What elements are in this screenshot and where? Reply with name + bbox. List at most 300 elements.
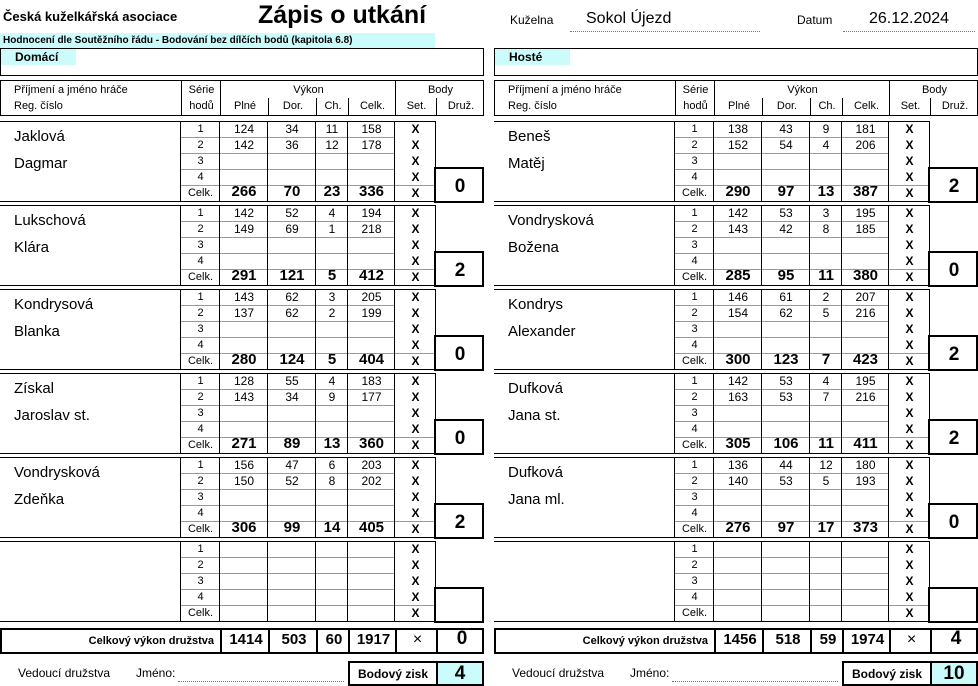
set-mark: X (411, 222, 420, 236)
serie-label: 3 (197, 155, 204, 167)
header-hodu: hodů (683, 100, 708, 112)
serie-label: 1 (197, 459, 204, 471)
total-value: 13 (817, 183, 835, 200)
series-value: 202 (361, 474, 382, 488)
series-value: 149 (233, 222, 255, 236)
total-value: 7 (821, 351, 831, 368)
player-points: 2 (948, 176, 960, 197)
serie-label: 3 (197, 491, 204, 503)
series-value: 199 (361, 306, 382, 320)
set-mark: X (905, 422, 914, 436)
serie-label: 1 (691, 543, 698, 555)
serie-label: 1 (691, 207, 698, 219)
total-value: 11 (818, 435, 834, 452)
team-total-value: 503 (281, 631, 307, 648)
player-firstname: Zdeňka (14, 491, 65, 508)
header-celk: Celk. (853, 100, 880, 112)
series-value: 136 (727, 458, 749, 472)
set-mark: X (905, 490, 914, 504)
player-points: 0 (948, 260, 960, 281)
serie-label: 2 (197, 475, 204, 487)
header-dor: Dor. (776, 100, 798, 112)
series-value: 138 (727, 122, 749, 136)
total-value: 360 (358, 435, 385, 452)
total-value: 17 (817, 519, 835, 536)
header-plne: Plné (233, 100, 257, 112)
serie-label: 1 (691, 291, 698, 303)
series-value: 8 (822, 222, 830, 236)
serie-label: 4 (691, 507, 698, 519)
total-value: 404 (358, 351, 385, 368)
serie-label: Celk. (187, 523, 214, 535)
series-value: 2 (328, 306, 336, 320)
series-value: 194 (361, 206, 382, 220)
serie-label: 3 (691, 239, 698, 251)
series-value: 142 (727, 206, 749, 220)
series-value: 55 (285, 374, 299, 388)
series-value: 69 (285, 222, 299, 236)
set-mark: X (905, 338, 914, 352)
total-value: 373 (852, 519, 879, 536)
serie-label: 3 (691, 323, 698, 335)
player-block (0, 373, 484, 456)
guest-table (494, 80, 978, 684)
serie-label: 2 (691, 223, 698, 235)
serie-label: 4 (197, 423, 204, 435)
header-vykon: Výkon (293, 84, 324, 96)
set-mark: X (411, 354, 420, 368)
total-value: 280 (231, 351, 257, 368)
set-mark: X (905, 390, 914, 404)
total-value: 97 (777, 519, 795, 536)
set-mark: X (411, 422, 420, 436)
serie-label: 1 (691, 459, 698, 471)
point-gain-label: Bodový zisk (357, 667, 429, 681)
set-mark: X (411, 490, 420, 504)
series-value: 205 (361, 290, 382, 304)
team-total-mark: × (412, 631, 423, 648)
series-value: 3 (822, 206, 830, 220)
series-value: 146 (727, 290, 749, 304)
header-serie: Série (188, 84, 215, 96)
total-value: 405 (358, 519, 385, 536)
set-mark: X (411, 390, 420, 404)
set-mark: X (905, 374, 914, 388)
series-value: 52 (285, 206, 299, 220)
series-value: 143 (233, 390, 255, 404)
series-value: 180 (855, 458, 876, 472)
header-player: Příjmení a jméno hráče (14, 84, 128, 96)
set-mark: X (411, 522, 420, 536)
team-total-value: 518 (775, 631, 801, 648)
serie-label: Celk. (681, 187, 708, 199)
total-value: 121 (279, 267, 305, 284)
set-mark: X (411, 238, 420, 252)
series-value: 54 (779, 138, 793, 152)
set-mark: X (411, 558, 420, 572)
player-firstname: Božena (508, 239, 559, 256)
set-mark: X (905, 458, 914, 472)
player-block (0, 457, 484, 540)
player-block (494, 121, 978, 204)
series-value: 216 (855, 390, 876, 404)
set-mark: X (411, 574, 420, 588)
series-value: 34 (285, 122, 299, 136)
set-mark: X (411, 374, 420, 388)
series-value: 44 (779, 458, 793, 472)
series-value: 143 (727, 222, 749, 236)
set-mark: X (411, 542, 420, 556)
set-mark: X (411, 606, 420, 620)
serie-label: Celk. (681, 607, 708, 619)
serie-label: 3 (197, 575, 204, 587)
player-surname: Získal (14, 380, 55, 397)
set-mark: X (905, 558, 914, 572)
serie-label: 4 (691, 339, 698, 351)
player-block (494, 205, 978, 288)
series-value: 36 (285, 138, 299, 152)
team-total-value: 1974 (850, 631, 885, 648)
set-mark: X (905, 406, 914, 420)
series-value: 4 (328, 374, 336, 388)
set-mark: X (905, 506, 914, 520)
total-value: 271 (231, 435, 257, 452)
set-mark: X (411, 322, 420, 336)
header-vykon: Výkon (787, 84, 818, 96)
point-gain-label: Bodový zisk (851, 667, 923, 681)
series-value: 195 (855, 206, 876, 220)
total-value: 285 (725, 267, 751, 284)
total-value: 276 (725, 519, 751, 536)
series-value: 7 (822, 390, 830, 404)
page-title: Zápis o utkání (258, 1, 427, 29)
series-value: 216 (855, 306, 876, 320)
player-surname: Kondrys (508, 296, 564, 313)
header-set: Set. (406, 100, 427, 112)
team-total-label: Celkový výkon družstva (88, 635, 214, 647)
total-value: 13 (323, 435, 341, 452)
series-value: 5 (822, 474, 830, 488)
set-mark: X (905, 238, 914, 252)
series-value: 142 (233, 138, 255, 152)
set-mark: X (411, 186, 420, 200)
series-value: 62 (285, 290, 299, 304)
set-mark: X (905, 186, 914, 200)
total-value: 5 (327, 267, 337, 284)
player-points: 0 (948, 512, 960, 533)
series-value: 9 (328, 390, 336, 404)
series-value: 158 (361, 122, 382, 136)
header-dor: Dor. (282, 100, 304, 112)
datum-value: 26.12.2024 (869, 10, 950, 27)
team-total-value: 60 (325, 631, 343, 648)
total-value: 5 (327, 351, 337, 368)
set-mark: X (411, 506, 420, 520)
player-surname: Dufková (508, 380, 564, 397)
team-total-value: 1917 (356, 631, 391, 648)
player-surname: Beneš (508, 128, 551, 145)
player-points: 2 (948, 344, 960, 365)
header-ch: Ch. (818, 100, 836, 112)
serie-label: 2 (691, 391, 698, 403)
total-value: 306 (231, 519, 257, 536)
team-total-label: Celkový výkon družstva (582, 635, 708, 647)
total-value: 124 (279, 351, 305, 368)
header-druz: Druž. (447, 100, 475, 112)
set-mark: X (411, 122, 420, 136)
total-value: 387 (852, 183, 879, 200)
total-value: 99 (283, 519, 301, 536)
series-value: 152 (727, 138, 749, 152)
serie-label: 3 (691, 575, 698, 587)
player-surname: Vondrysková (508, 212, 594, 229)
player-block (494, 541, 978, 624)
guest-team-header (494, 48, 978, 76)
series-value: 43 (779, 122, 793, 136)
series-value: 137 (233, 306, 255, 320)
total-value: 380 (852, 267, 879, 284)
player-firstname: Matěj (508, 155, 545, 172)
total-value: 11 (818, 267, 834, 284)
serie-label: 1 (197, 291, 204, 303)
series-value: 207 (855, 290, 876, 304)
series-value: 61 (779, 290, 793, 304)
player-firstname: Dagmar (14, 155, 68, 172)
player-points: 2 (454, 260, 466, 281)
team-points-box (434, 587, 484, 623)
serie-label: 3 (691, 155, 698, 167)
set-mark: X (411, 474, 420, 488)
total-value: 106 (773, 435, 799, 452)
serie-label: 4 (691, 591, 698, 603)
header-serie: Série (682, 84, 709, 96)
player-firstname: Jana ml. (508, 491, 565, 508)
set-mark: X (905, 322, 914, 336)
serie-label: 2 (197, 139, 204, 151)
series-value: 4 (328, 206, 336, 220)
serie-label: 2 (197, 391, 204, 403)
series-value: 12 (325, 138, 339, 152)
leader-label: Vedoucí družstva (18, 666, 111, 680)
team-total-points: 4 (950, 628, 962, 649)
series-value: 142 (727, 374, 749, 388)
set-mark: X (411, 338, 420, 352)
series-value: 47 (285, 458, 299, 472)
serie-label: 3 (197, 323, 204, 335)
series-value: 183 (361, 374, 382, 388)
serie-label: 3 (691, 407, 698, 419)
serie-label: 3 (197, 407, 204, 419)
player-firstname: Blanka (14, 323, 60, 340)
set-mark: X (905, 474, 914, 488)
serie-label: 2 (691, 475, 698, 487)
total-value: 14 (323, 519, 341, 536)
kuzelna-label: Kuželna (510, 13, 554, 27)
player-block (494, 457, 978, 540)
set-mark: X (411, 170, 420, 184)
kuzelna-value: Sokol Újezd (586, 10, 672, 27)
header-celk: Celk. (359, 100, 386, 112)
series-value: 206 (855, 138, 876, 152)
header-druz: Druž. (941, 100, 969, 112)
header-reg: Reg. číslo (14, 100, 63, 112)
total-value: 266 (231, 183, 257, 200)
serie-label: 2 (197, 223, 204, 235)
total-value: 97 (777, 183, 795, 200)
player-block (494, 373, 978, 456)
total-value: 291 (231, 267, 257, 284)
total-value: 290 (725, 183, 751, 200)
total-value: 95 (777, 267, 795, 284)
player-points: 0 (454, 428, 466, 449)
total-value: 412 (358, 267, 385, 284)
series-value: 12 (819, 458, 833, 472)
series-value: 178 (361, 138, 382, 152)
guest-team-label: Hosté (495, 49, 570, 65)
leader-name-label: Jméno: (630, 666, 670, 680)
set-mark: X (411, 138, 420, 152)
set-mark: X (905, 522, 914, 536)
header-reg: Reg. číslo (508, 100, 557, 112)
serie-label: 2 (691, 307, 698, 319)
team-total-value: 59 (819, 631, 837, 648)
set-mark: X (905, 542, 914, 556)
player-firstname: Alexander (508, 323, 576, 340)
series-value: 140 (727, 474, 749, 488)
player-points: 0 (454, 344, 466, 365)
point-gain-box (348, 661, 484, 686)
total-value: 123 (773, 351, 799, 368)
series-value: 11 (325, 122, 339, 136)
set-mark: X (411, 290, 420, 304)
serie-label: 3 (197, 239, 204, 251)
player-points: 2 (454, 512, 466, 533)
serie-label: 1 (197, 123, 204, 135)
serie-label: 2 (197, 559, 204, 571)
serie-label: 4 (197, 339, 204, 351)
team-total-points: 0 (456, 628, 468, 649)
player-surname: Vondrysková (14, 464, 100, 481)
series-value: 177 (361, 390, 382, 404)
serie-label: 3 (691, 491, 698, 503)
column-header (494, 80, 978, 116)
player-block (0, 289, 484, 372)
header-set: Set. (900, 100, 921, 112)
team-total-mark: × (906, 631, 917, 648)
serie-label: 1 (197, 207, 204, 219)
rules-note: Hodnocení dle Soutěžního řádu - Bodování bez dílčích bodů (kapitola 6.8) (0, 33, 435, 48)
column-header (0, 80, 484, 116)
leader-label: Vedoucí družstva (512, 666, 605, 680)
series-value: 2 (822, 290, 830, 304)
player-points: 2 (948, 428, 960, 449)
series-value: 181 (855, 122, 876, 136)
serie-label: Celk. (187, 607, 214, 619)
serie-label: Celk. (187, 271, 214, 283)
set-mark: X (411, 590, 420, 604)
player-surname: Jaklová (14, 128, 65, 145)
set-mark: X (411, 306, 420, 320)
player-firstname: Jaroslav st. (14, 407, 90, 424)
series-value: 1 (328, 222, 336, 236)
set-mark: X (905, 438, 914, 452)
total-value: 336 (358, 183, 385, 200)
serie-label: 4 (197, 507, 204, 519)
serie-label: Celk. (187, 439, 214, 451)
team-total-row (494, 628, 978, 654)
set-mark: X (905, 306, 914, 320)
team-total-value: 1456 (723, 631, 757, 648)
player-surname: Kondrysová (14, 296, 94, 313)
series-value: 143 (233, 290, 255, 304)
series-value: 53 (779, 390, 793, 404)
series-value: 3 (328, 290, 336, 304)
set-mark: X (411, 270, 420, 284)
total-value: 89 (283, 435, 301, 452)
header-player: Příjmení a jméno hráče (508, 84, 622, 96)
home-table (0, 80, 484, 684)
series-value: 195 (855, 374, 876, 388)
series-value: 124 (233, 122, 255, 136)
series-value: 9 (822, 122, 830, 136)
header-body: Body (921, 84, 948, 96)
set-mark: X (411, 154, 420, 168)
serie-label: 1 (691, 123, 698, 135)
point-gain-box (842, 661, 978, 686)
set-mark: X (905, 574, 914, 588)
serie-label: 4 (197, 591, 204, 603)
home-team-header (0, 48, 484, 76)
player-surname: Lukschová (14, 212, 86, 229)
set-mark: X (411, 438, 420, 452)
player-block (0, 121, 484, 204)
series-value: 185 (855, 222, 876, 236)
set-mark: X (905, 154, 914, 168)
set-mark: X (411, 206, 420, 220)
series-value: 218 (361, 222, 382, 236)
series-value: 142 (233, 206, 255, 220)
header-hodu: hodů (189, 100, 214, 112)
serie-label: 1 (691, 375, 698, 387)
set-mark: X (905, 590, 914, 604)
player-surname: Dufková (508, 464, 564, 481)
home-team-label: Domácí (1, 49, 76, 65)
association-name: Česká kuželkářská asociace (3, 9, 178, 24)
player-block (494, 289, 978, 372)
series-value: 128 (233, 374, 255, 388)
series-value: 4 (822, 374, 830, 388)
series-value: 6 (328, 458, 336, 472)
header-plne: Plné (727, 100, 751, 112)
serie-label: Celk. (187, 355, 214, 367)
team-total-row (0, 628, 484, 654)
set-mark: X (905, 290, 914, 304)
total-value: 70 (283, 183, 301, 200)
series-value: 62 (285, 306, 299, 320)
set-mark: X (905, 122, 914, 136)
set-mark: X (905, 222, 914, 236)
player-firstname: Jana st. (508, 407, 561, 424)
set-mark: X (905, 138, 914, 152)
total-value: 300 (725, 351, 751, 368)
total-value: 305 (725, 435, 751, 452)
point-gain-value: 10 (932, 663, 976, 684)
player-block (0, 205, 484, 288)
serie-label: Celk. (681, 355, 708, 367)
serie-label: 2 (197, 307, 204, 319)
series-value: 62 (779, 306, 793, 320)
serie-label: 1 (197, 543, 204, 555)
